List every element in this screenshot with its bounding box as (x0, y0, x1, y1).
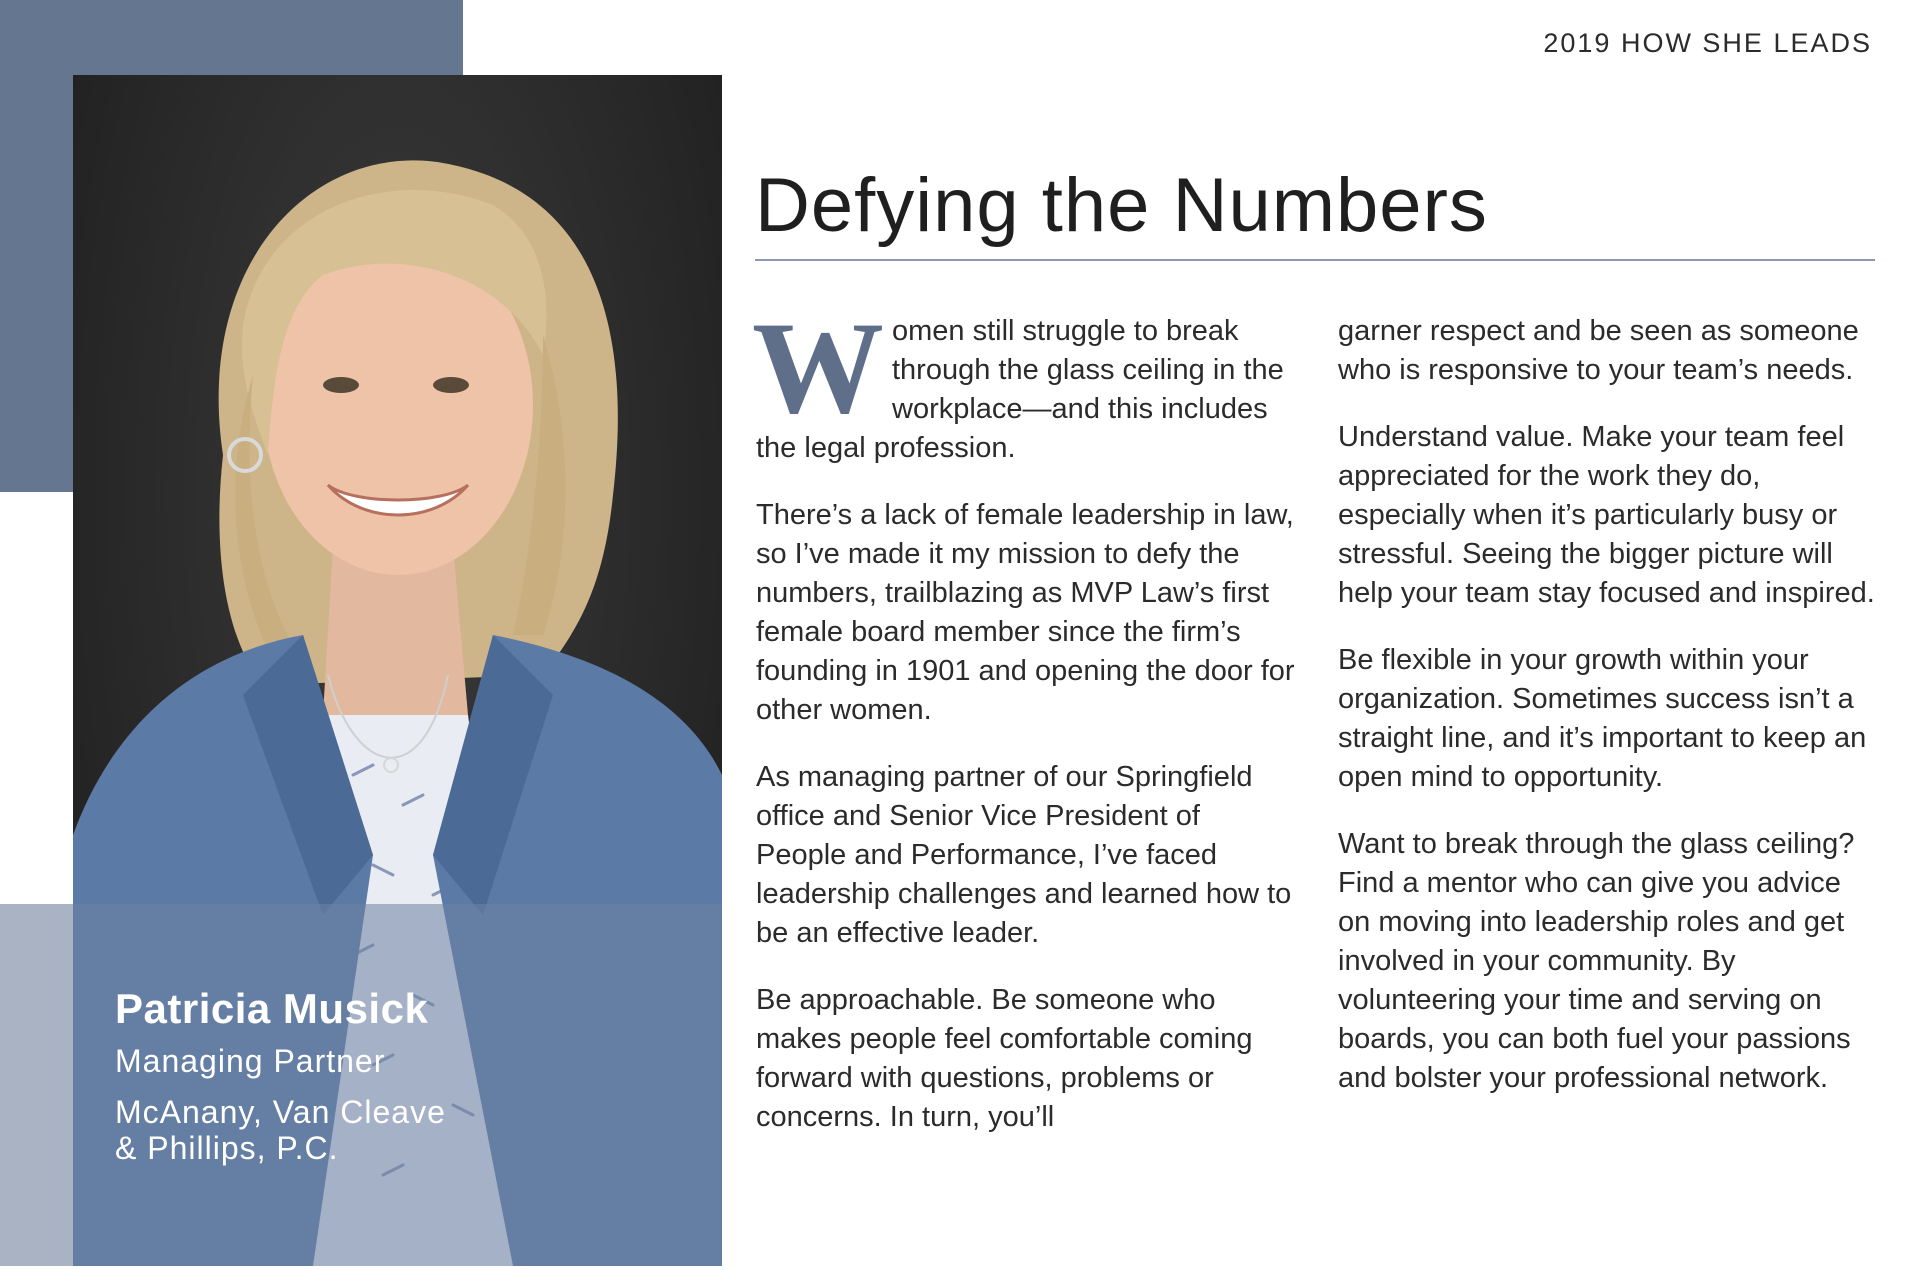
article-column-left (752, 294, 1296, 1165)
paragraph (752, 294, 1296, 468)
paragraph: Be approachable. Be someone who makes people feel comfortable coming forward with questions, problems or concerns. In turn, you’ll (756, 984, 1253, 1133)
profile-title: Managing Partner (115, 1043, 386, 1079)
profile-name: Patricia Musick (115, 985, 429, 1032)
drop-cap: W (752, 294, 884, 441)
paragraph: garner respect and be seen as someone who is responsive to your team’s needs. (1338, 315, 1859, 386)
paragraph: Want to break through the glass ceiling? Find a mentor who can give you advice on moving into leadership roles and get involved in your community. By volunteering your time and serving on boards, you can both fuel your passions and bolster your professional network. (1338, 828, 1855, 1094)
paragraph: Understand value. Make your team feel appreciated for the work they do, especially when it’s particularly busy or stressful. Seeing the bigger picture will help your team stay focused and inspired. (1338, 421, 1875, 609)
profile-firm-line1: McAnany, Van Cleave (115, 1094, 446, 1130)
headline-divider (755, 259, 1875, 261)
paragraph: Be flexible in your growth within your organization. Sometimes success isn’t a straight line, and it’s important to keep an open mind to opportunity. (1338, 644, 1867, 793)
paragraph: As managing partner of our Springfield office and Senior Vice President of People and Performance, I’ve faced leadership challenges and learned how to be an effective leader. (756, 761, 1292, 949)
article-headline: Defying the Numbers (755, 163, 1488, 248)
publication-tag: 2019 HOW SHE LEADS (1543, 28, 1872, 58)
paragraph: There’s a lack of female leadership in law, so I’ve made it my mission to defy the numbers, trailblazing as MVP Law’s first female board member since the firm’s founding in 1901 and opening the door for other women. (756, 499, 1295, 726)
profile-firm (115, 1094, 446, 1166)
profile-caption (115, 985, 446, 1166)
article-column-right (1338, 312, 1878, 1126)
profile-firm-line2: & Phillips, P.C. (115, 1130, 339, 1166)
paragraph-text: omen still struggle to break through the glass ceiling in the workplace—and this includes the legal profession. (756, 315, 1284, 464)
